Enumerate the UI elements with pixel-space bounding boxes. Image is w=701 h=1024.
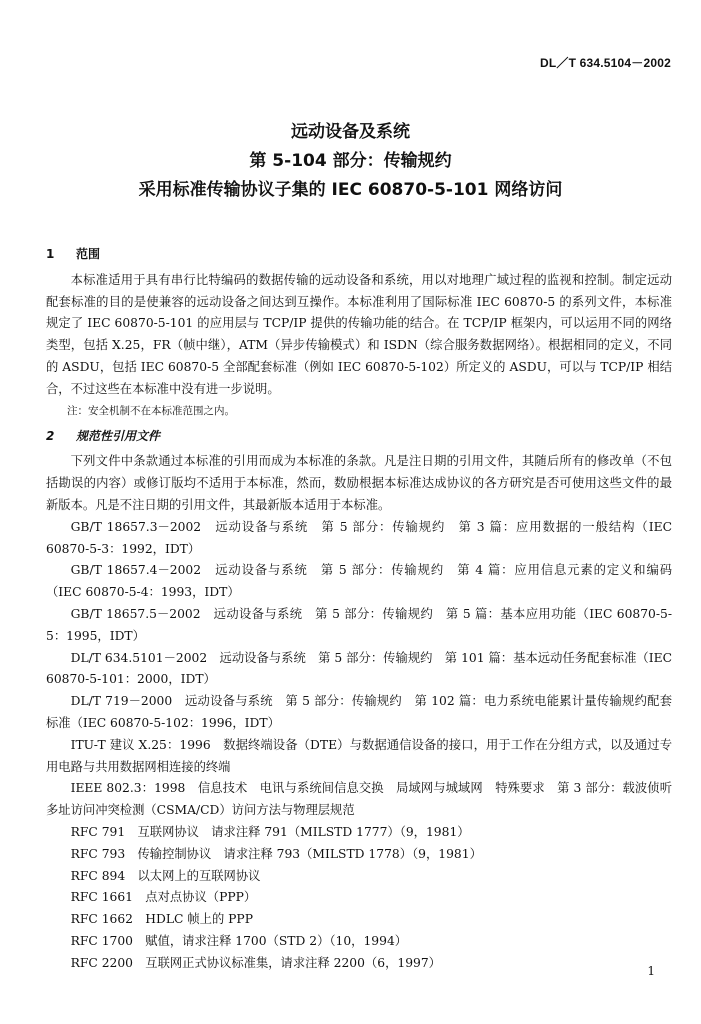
reference-item: GB/T 18657.5－2002 远动设备与系统 第 5 部分：传输规约 第 5 篇：基本应用功能（IEC 60870-5-5：1995，IDT）	[46, 606, 672, 643]
section-1-note: 注：安全机制不在本标准范围之内。	[67, 404, 235, 417]
reference-item: DL/T 634.5101－2002 远动设备与系统 第 5 部分：传输规约 第 101 篇：基本远动任务配套标准（IEC 60870-5-101：2000，IDT）	[46, 650, 672, 687]
reference-list	[46, 517, 672, 975]
title-line-2: 第 5-104 部分：传输规约	[249, 151, 452, 171]
title-line-1: 远动设备及系统	[291, 122, 410, 142]
section-2-paragraph: 下列文件中条款通过本标准的引用而成为本标准的条款。凡是注日期的引用文件，其随后所有的修改单（不包括勘误的内容）或修订版均不适用于本标准，然而，数励根据本标准达成协议的各方研究是否可使用这些文件的最新版本。凡是不注日期的引用文件，其最新版本适用于本标准。	[46, 454, 672, 512]
reference-item: RFC 2200 互联网正式协议标准集，请求注释 2200（6，1997）	[70, 955, 441, 970]
section-1-number: 1	[46, 247, 55, 261]
reference-item: GB/T 18657.4－2002 远动设备与系统 第 5 部分：传输规约 第 4 篇：应用信息元素的定义和编码（IEC 60870-5-4：1993，IDT）	[46, 563, 672, 600]
section-1-paragraph: 本标准适用于具有串行比特编码的数据传输的远动设备和系统，用以对地理广域过程的监视和控制。制定远动配套标准的目的是使兼容的远动设备之间达到互操作。本标准利用了国际标准 IEC 60870-5 的系列文件，本标准规定了 IEC 60870-5-101 的应用层与 TCP/IP 提供的传输功能的结合。在 TCP/IP 框架内，可以运用不同的网络类型，包括 X.25，FR（帧中继），ATM（异步传输模式）和 ISDN（综合服务数据网络）。根据相同的定义，不同的 ASDU，包括 IEC 60870-5 全部配套标准（例如 IEC 60870-5-102）所定义的 ASDU，可以与 TCP/IP 相结合，不过这些在本标准中没有进一步说明。	[46, 272, 672, 396]
reference-item: DL/T 719－2000 远动设备与系统 第 5 部分：传输规约 第 102 篇：电力系统电能累计量传输规约配套标准（IEC 60870-5-102：1996，IDT）	[46, 694, 672, 730]
section-1-heading	[46, 244, 672, 266]
page-number: 1	[647, 964, 655, 978]
reference-item: RFC 1700 赋值，请求注释 1700（STD 2）（10，1994）	[70, 933, 408, 948]
reference-item: RFC 791 互联网协议 请求注释 791（MILSTD 1777）（9，1981）	[70, 824, 470, 839]
title-line-3: 采用标准传输协议子集的 IEC 60870-5-101 网络访问	[138, 180, 563, 200]
section-1-title: 范围	[76, 247, 101, 261]
reference-item: GB/T 18657.3－2002 远动设备与系统 第 5 部分：传输规约 第 3 篇：应用数据的一般结构（IEC 60870-5-3：1992，IDT）	[46, 519, 672, 556]
reference-item: RFC 1661 点对点协议（PPP）	[70, 890, 257, 905]
standard-id: DL／T 634.5104－2002	[539, 56, 671, 70]
reference-item: ITU-T 建议 X.25：1996 数据终端设备（DTE）与数据通信设备的接口，用于工作在分组方式，以及通过专用电路与共用数据网相连接的终端	[46, 737, 672, 774]
document-body	[46, 244, 672, 975]
reference-item: RFC 1662 HDLC 帧上的 PPP	[70, 912, 253, 927]
reference-item: RFC 793 传输控制协议 请求注释 793（MILSTD 1778）（9，1981）	[70, 846, 482, 861]
section-2-title: 规范性引用文件	[76, 428, 161, 443]
section-2-heading	[46, 426, 672, 448]
reference-item: IEEE 802.3：1998 信息技术 电讯与系统间信息交换 局域网与城域网 特殊要求 第 3 部分：载波侦听多址访问冲突检测（CSMA/CD）访问方法与物理层规范	[46, 781, 672, 818]
section-2-number: 2	[46, 428, 55, 443]
reference-item: RFC 894 以太网上的互联网协议	[70, 868, 261, 883]
document-title	[40, 118, 661, 205]
